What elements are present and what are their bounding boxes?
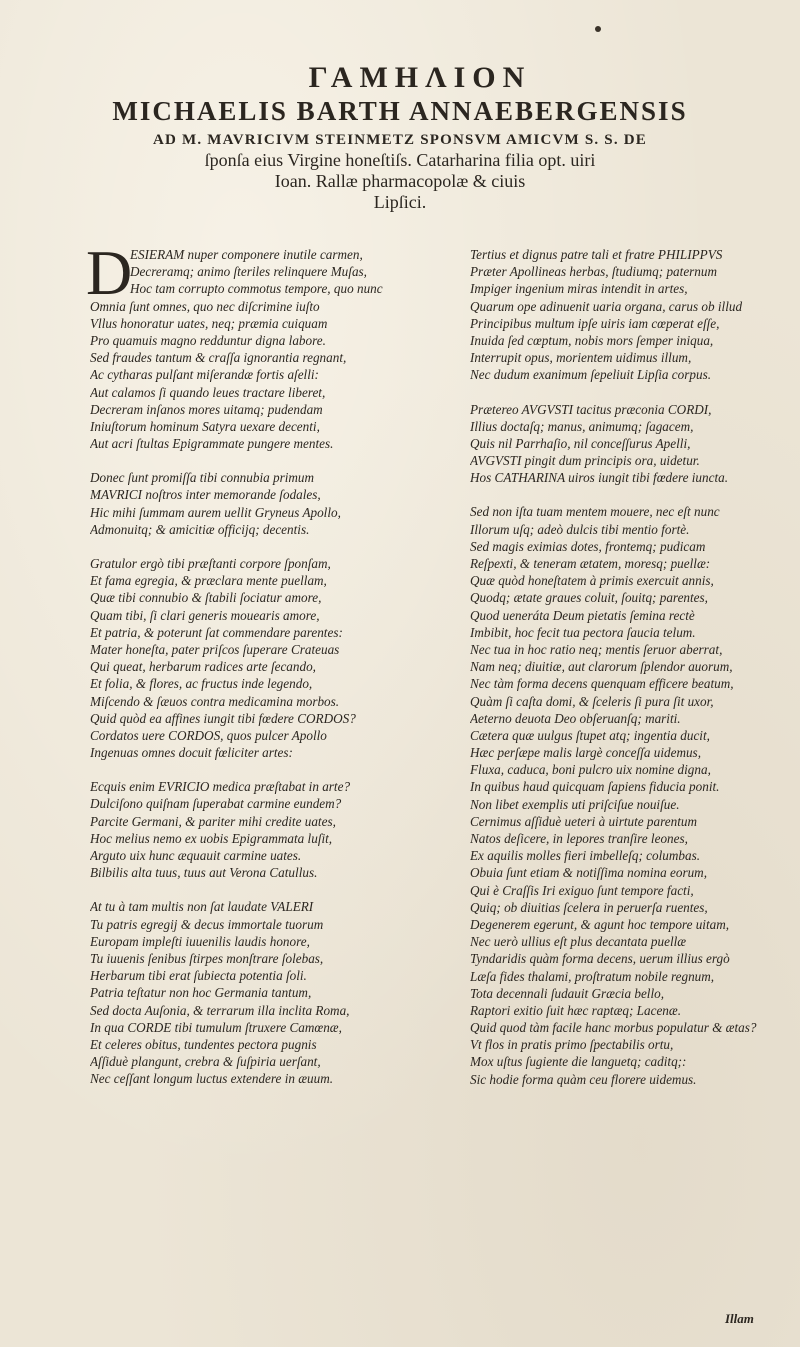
verse-line: Prætereo AVGVSTI tacitus præconia CORDI, — [470, 401, 712, 417]
verse-line: Decreramq; animo ſteriles relinquere Muſas, — [130, 264, 367, 280]
verse-line: Nec uerò ullius eſt plus decantata puellæ — [470, 934, 687, 950]
author-heading: MICHAELIS BARTH ANNAEBERGENSIS — [112, 96, 688, 126]
verse-line: Qui queat, herbarum radices arte ſecando, — [90, 659, 316, 675]
verse-line: Arguto uix hunc æquauit carmine uates. — [90, 848, 302, 863]
catchword: Illam — [725, 1311, 754, 1326]
stanza — [90, 778, 450, 881]
verse-line: Pro quamuis magno redduntur digna labore. — [90, 332, 326, 348]
verse-line: Cætera quæ uulgus ſtupet atq; ingentia ducit, — [470, 727, 710, 743]
verse-line: Admonuitq; & amicitiæ officijq; decentis. — [90, 521, 310, 537]
subtitle-line-3: Lipſici. — [373, 192, 427, 212]
verse-line: Hæc perſæpe malis largè conceſſa uidemus, — [470, 745, 701, 761]
verse-line: Donec ſunt promiſſa tibi connubia primum — [90, 470, 315, 486]
verse-line: Hos CATHARINA uiros iungit tibi fœdere iuncta. — [470, 470, 729, 486]
verse-line: Præter Apollineas herbas, ſtudiumq; paternum — [470, 264, 718, 280]
verse-line: Sed fraudes tantum & craſſa ignorantia regnant, — [90, 350, 347, 366]
verse-line: Ex aquilis molles fieri imbelleſq; columbas. — [470, 848, 701, 864]
verse-line: Hoc tam corrupto commotus tempore, quo nunc — [130, 281, 383, 297]
verse-line: Degenerem egerunt, & agunt hoc tempore uitam, — [470, 916, 730, 932]
verse-line: AVGVSTI pingit dum principis ora, uidetur. — [470, 453, 700, 469]
verse-line: Ecquis enim EVRICIO medica præſtabat in arte? — [90, 779, 351, 795]
verse-line: Nec tàm forma decens quenquam efficere beatum, — [470, 676, 734, 692]
verse-line: Miſcendo & ſæuos contra medicamina morbos. — [90, 693, 340, 709]
verse-line: Et fama egregia, & præclara mente puellam, — [90, 573, 327, 589]
verse-line: Quis nil Parrhaſio, nil conceſſurus Apelli, — [470, 435, 691, 451]
verse-line: Mater honeſta, pater priſcos ſuperare Crateuas — [90, 641, 340, 657]
verse-line: Quiq; ob diuitias ſcelera in peruerſa ruentes, — [470, 899, 708, 915]
verse-line: Quam tibi, ſi clari generis mouearis amore, — [90, 607, 320, 623]
greek-title: ΓΑΜΗΛΙΟΝ — [308, 61, 532, 94]
verse-line: Sed docta Auſonia, & terrarum illa inclita Roma, — [90, 1002, 350, 1018]
verse-line: In qua CORDE tibi tumulum ſtruxere Camœnæ, — [90, 1019, 342, 1035]
right-column — [470, 246, 790, 1105]
verse-line: Nec dudum exanimum ſepeliuit Lipſia corpus. — [470, 367, 712, 383]
verse-line: Reſpexti, & teneram ætatem, moresq; puellæ: — [470, 556, 711, 571]
verse-line: Fluxa, caduca, boni pulcro uix nomine digna, — [470, 762, 711, 778]
verse-line: Aut acri ſtultas Epigrammate pungere mentes. — [90, 436, 334, 452]
verse-line: Hic mihi ſummam aurem uellit Gryneus Apollo, — [90, 504, 341, 520]
verse-line: Impiger ingenium miras intendit in artes, — [470, 281, 688, 297]
verse-line: Decreram inſanos mores uitamq; pudendam — [90, 401, 323, 417]
verse-line: Obuia ſunt etiam & notiſſima nomina eorum, — [470, 865, 708, 881]
verse-line: Tota decennali ſudauit Græcia bello, — [470, 985, 665, 1001]
verse-line: Bilbilis alta tuus, tuus aut Verona Catullus. — [90, 865, 318, 881]
verse-line: Quæ tibi connubio & ſtabili ſociatur amore, — [90, 590, 322, 606]
verse-line: Herbarum tibi erat ſubiecta potentia ſoli. — [90, 968, 307, 984]
verse-line: Quod ueneráta Deum pietatis ſemina rectè — [470, 607, 695, 623]
stanza — [470, 401, 790, 487]
stanza — [470, 246, 790, 384]
verse-line: Tertius et dignus patre tali et fratre PHILIPPVS — [470, 247, 723, 262]
stanza — [90, 469, 450, 538]
verse-line: At tu à tam multis non ſat laudate VALERI — [90, 899, 314, 915]
left-column — [86, 237, 450, 1104]
verse-line: Raptori exitio ſuit hæc raptæq; Lacenæ. — [470, 1002, 681, 1018]
verse-line: MAVRICI noſtros inter memorande ſodales, — [90, 487, 321, 503]
verse-line: Nam neq; diuitiæ, aut clarorum ſplendor auorum, — [470, 659, 733, 675]
dedication-line: AD M. MAVRICIVM STEINMETZ SPONSVM AMICVM S. S. DE — [153, 132, 647, 148]
verse-line: Europam impleſti iuuenilis laudis honore, — [90, 933, 310, 949]
verse-line: Illius doctaſq; manus, animumq; ſagacem, — [470, 418, 694, 434]
verse-line: Tu patris egregij & decus immortale tuorum — [90, 916, 324, 932]
verse-line: Et celeres obitus, tundentes pectora pugnis — [90, 1036, 317, 1052]
stanza — [90, 555, 450, 761]
verse-line: Principibus multum ipſe uiris iam cœperat eſſe, — [470, 315, 720, 331]
verse-line: Inuida ſed cœptum, nobis mors ſemper iniqua, — [470, 332, 714, 348]
verse-line: Aut calamos ſi quando leues tractare liberet, — [90, 384, 326, 400]
verse-line: Læſa fides thalami, proſtratum nobile regnum, — [470, 968, 715, 984]
verse-line: Nec tua in hoc ratio neq; mentis ſeruor aberrat, — [470, 641, 723, 657]
subtitle-line-1: ſponſa eius Virgine honeſtiſs. Catarharina filia opt. uiri — [204, 150, 596, 170]
verse-line: Tu iuuenis ſenibus ſtirpes monſtrare ſolebas, — [90, 950, 324, 966]
verse-line: Quàm ſi caſta domi, & ſceleris ſi pura ſit uxor, — [470, 693, 714, 709]
verse-line: Hoc melius nemo ex uobis Epigrammata luſit, — [90, 830, 333, 846]
verse-line: Quid quod tàm facile hanc morbus populatur & ætas? — [470, 1020, 757, 1036]
title-block — [0, 62, 800, 213]
subtitle-line-2: Ioan. Rallæ pharmacopolæ & ciuis — [274, 171, 526, 191]
verse-line: Qui è Craſſis Iri exiguo ſunt tempore facti, — [470, 882, 694, 898]
verse-line: Ac cytharas pulſant miſerandæ fortis aſelli: — [90, 367, 319, 383]
verse-line: Ingenuas omnes docuit fœliciter artes: — [90, 745, 293, 761]
verse-line: Parcite Germani, & pariter mihi credite uates, — [90, 813, 336, 829]
verse-line: Omnia ſunt omnes, quo nec diſcrimine iuſto — [90, 298, 320, 314]
verse-line: Et patria, & poterunt ſat commendare parentes: — [90, 624, 343, 640]
verse-line: Quid quòd ea affines iungit tibi fœdere CORDOS? — [90, 710, 356, 726]
verse-line: Sic hodie forma quàm ceu florere uidemus. — [470, 1071, 697, 1087]
verse-line: Gratulor ergò tibi præſtanti corpore ſponſam, — [90, 556, 331, 571]
verse-line: In quibus haud quicquam ſapiens fiducia ponit. — [470, 779, 720, 795]
verse-line: Imbibit, hoc fecit tua pectora ſaucia telum. — [470, 624, 696, 640]
verse-line: Sed magis eximias dotes, frontemq; pudicam — [470, 538, 706, 554]
verse-line: Natos deſicere, in lepores tranſire leones, — [470, 831, 688, 846]
verse-line: Cordatos uere CORDOS, quos pulcer Apollo — [90, 727, 327, 743]
verse-line: Quæ quòd honeſtatem à primis exercuit annis, — [470, 573, 714, 589]
verse-line: Patria teſtatur non hoc Germania tantum, — [90, 985, 312, 1001]
ink-speck — [595, 26, 601, 32]
verse-line: Aſſiduè plangunt, crebra & ſuſpiria uerſant, — [90, 1054, 321, 1070]
verse-line: Vllus honoratur uates, neq; præmia cuiquam — [90, 315, 328, 331]
verse-line: Sed non iſta tuam mentem mouere, nec eſt nunc — [470, 504, 720, 520]
stanza — [470, 503, 790, 1087]
drop-capital: D — [86, 237, 133, 308]
verse-line: ESIERAM nuper componere inutile carmen, — [130, 247, 363, 262]
verse-line: Cernimus aſſiduè ueteri à uirtute parentum — [470, 813, 697, 829]
verse-line: Quodq; ætate graues coluit, ſouitq; parentes, — [470, 590, 708, 606]
stanza — [86, 237, 450, 452]
verse-line: Aeterno deuota Deo obſeruanſq; mariti. — [470, 710, 681, 726]
verse-line: Interrupit opus, morientem uidimus illum, — [470, 350, 692, 366]
verse-line: Tyndaridis quàm forma decens, uerum illius ergò — [470, 951, 730, 967]
verse-line: Mox uſtus ſugiente die languetq; caditq;: — [470, 1054, 687, 1070]
verse-line: Vt flos in pratis primo ſpectabilis ortu, — [470, 1037, 674, 1053]
verse-line: Quarum ope adinuenit uaria organa, carus ob illud — [470, 298, 743, 314]
verse-line: Nec ceſſant longum luctus extendere in æuum. — [90, 1071, 334, 1087]
verse-line: Et folia, & flores, ac fructus inde legendo, — [90, 676, 313, 692]
verse-line: Dulciſono quiſnam ſuperabat carmine eundem? — [90, 796, 342, 812]
verse-line: Iniuſtorum hominum Satyra uexare decenti, — [90, 418, 320, 434]
stanza — [90, 898, 450, 1087]
verse-line: Illorum uſq; adeò dulcis tibi mentio fortè. — [470, 521, 690, 537]
verse-line: Non libet exemplis uti priſciſue nouiſue. — [470, 796, 680, 812]
